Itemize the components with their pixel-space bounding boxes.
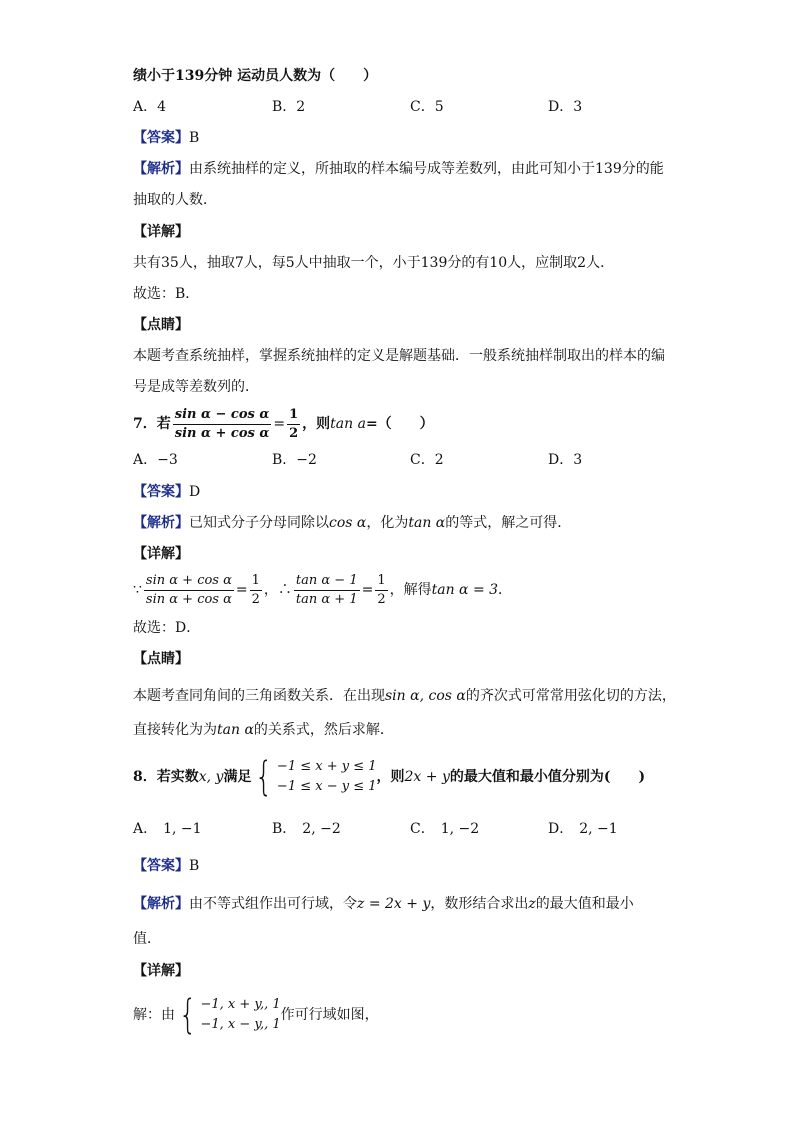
q6-answer-line: [133, 128, 199, 148]
q7-point-text-c: 直接转化为为: [133, 722, 217, 738]
q6-analysis-line-1: [133, 159, 664, 179]
answer-tag: 【答案】: [133, 484, 189, 500]
q7-detail-half-2-denominator: 2: [377, 591, 386, 607]
q8-solve-text-b: 作可行域如图，: [280, 1007, 379, 1023]
q7-analysis-tan: tan α: [408, 515, 446, 531]
analysis-tag: 【解析】: [133, 161, 189, 177]
analysis-tag: 【解析】: [133, 515, 189, 531]
q6-analysis-text-1: 由系统抽样的定义，所抽取的样本编号成等差数列，由此可知小于139分的能: [189, 161, 664, 177]
q7-analysis-text-b: ，化为: [366, 515, 409, 531]
q7-detail-half-1-numerator: 1: [250, 573, 262, 591]
left-brace-icon: {: [178, 992, 197, 1038]
q8-option-c-label: C．: [410, 821, 435, 837]
q7-detail-fraction-1: [144, 573, 234, 608]
question-8-stem: [133, 754, 645, 800]
q6-detail-tag: 【详解】: [133, 224, 189, 240]
q7-option-c: C．2: [410, 452, 444, 468]
q7-point-tag: 【点睛】: [133, 651, 189, 667]
q7-detail-fraction-2-denominator: tan α + 1: [295, 591, 358, 607]
q8-option-a-value: 1, −1: [163, 821, 202, 837]
q8-expression: 2x + y: [404, 769, 450, 785]
q7-period: ．: [498, 582, 513, 598]
q6-answer: B: [189, 130, 200, 146]
analysis-tag: 【解析】: [133, 896, 189, 912]
q7-fraction: [173, 407, 272, 442]
q7-analysis-text-a: 已知式分子分母同除以: [189, 515, 329, 531]
q6-point-line-1: 本题考查系统抽样，掌握系统抽样的定义是解题基础．一般系统抽样制取出的样本的编: [133, 348, 665, 364]
q7-point-text-a: 本题考查同角间的三角函数关系．在出现: [133, 688, 385, 704]
q8-detail-tag: 【详解】: [133, 963, 189, 979]
q7-point-line-1: [133, 686, 676, 706]
answer-tag: 【答案】: [133, 130, 189, 146]
q8-vars: x, y: [198, 769, 224, 785]
q8-option-d-label: D．: [548, 821, 574, 837]
q8-analysis-text-a: 由不等式组作出可行域，令: [189, 896, 357, 912]
q7-detail-tag: 【详解】: [133, 546, 189, 562]
q7-analysis-line: [133, 513, 571, 533]
q7-detail-half-1: [250, 573, 262, 608]
q8-option-b-value: 2, −2: [302, 821, 341, 837]
q8-answer-line: [133, 856, 199, 876]
q7-choose: 故选：D．: [133, 620, 201, 636]
q7-option-d: D．3: [548, 452, 583, 468]
q7-point-text-d: 的关系式，然后求解．: [253, 722, 394, 738]
q7-point-text-b: 的齐次式可常常用弦化切的方法，: [465, 688, 676, 704]
q8-number: 8．若实数: [133, 769, 199, 785]
q8-option-c: [410, 819, 479, 839]
q8-then: ，则: [376, 769, 405, 785]
q6-point-line-2: 号是成等差数列的．: [133, 379, 259, 395]
therefore-symbol: ，∴: [263, 582, 292, 598]
q8-option-a: [133, 819, 202, 839]
q8-inequality-2: −1 ≤ x − y ≤ 1: [276, 779, 377, 794]
q8-option-c-value: 1, −2: [440, 821, 480, 837]
question-6-continuation: 绩小于139分钟 运动员人数为（ ）: [133, 68, 378, 84]
q8-solution-line: [133, 992, 379, 1038]
q6-point-tag: 【点睛】: [133, 317, 189, 333]
q7-detail-fraction-1-numerator: sin α + cos α: [144, 573, 234, 591]
q7-option-b: B．−2: [272, 452, 317, 468]
q7-point-tan: tan α: [217, 722, 254, 738]
q7-detail-half-1-denominator: 2: [251, 591, 260, 607]
q7-fraction-denominator: sin α + cos α: [174, 425, 270, 441]
q8-solve-text-a: 解：由: [133, 1007, 175, 1023]
q7-analysis-cos: cos α: [329, 515, 367, 531]
q8-analysis-line-1: [133, 894, 634, 914]
answer-tag: 【答案】: [133, 858, 189, 874]
q7-detail-half-2-numerator: 1: [375, 573, 387, 591]
q8-solution-system: [175, 992, 281, 1038]
q8-analysis-text-b: ，数形结合求出: [430, 896, 529, 912]
q8-analysis-text-c: 的最大值和最小: [535, 896, 634, 912]
q7-analysis-text-c: 的等式，解之可得．: [445, 515, 572, 531]
q7-half-numerator: 1: [287, 407, 300, 425]
q7-then: ，则: [302, 416, 331, 432]
q7-tan-a: tan a: [330, 416, 366, 432]
q7-half-denominator: 2: [289, 425, 299, 441]
q7-detail-fraction-1-denominator: sin α + cos α: [145, 591, 232, 607]
q7-answer-line: [133, 482, 200, 502]
q8-option-d: [548, 819, 618, 839]
q8-satisfy: 满足: [223, 769, 252, 785]
q8-tail: 的最大值和最小值分别为( ): [449, 769, 646, 785]
q6-option-b: B．2: [272, 99, 306, 115]
q8-analysis-z2: z: [528, 896, 536, 912]
q8-analysis-line-2: 值．: [133, 931, 161, 947]
q8-inequality-system: [251, 754, 377, 800]
q7-fraction-numerator: sin α − cos α: [173, 407, 272, 425]
q8-analysis-z: z = 2x + y: [357, 896, 431, 912]
q7-half: [287, 407, 300, 442]
q8-option-b-label: B．: [272, 821, 297, 837]
q7-answer: D: [189, 484, 201, 500]
q7-point-line-2: [133, 720, 394, 740]
q8-solution-inequality-1: −1, x + y,, 1: [200, 997, 281, 1012]
question-7-stem: 7．若 $\frac{\text{sin α − cos α}}{\text{sin α + cos α}}$ = $\frac{1}{2}$ ，则tan a=（ ）: [133, 406, 434, 441]
q6-option-c: C．5: [410, 99, 444, 115]
q8-inequality-1: −1 ≤ x + y ≤ 1: [276, 759, 377, 774]
q7-detail-equation: ∵ $\frac{\text{sin α + cos α}}{\text{sin α + cos α}}$ = $\frac{1}{2}$ ，∴ $\frac{\text{tan α − 1}}{\text{tan α + 1}}$ = $\frac{1}{2}$ ，解得tan α = 3．: [133, 572, 513, 607]
q7-detail-fraction-2-numerator: tan α − 1: [294, 573, 360, 591]
left-brace-icon: {: [255, 754, 274, 800]
q8-answer: B: [189, 858, 200, 874]
q7-detail-fraction-2: [294, 573, 360, 608]
q6-analysis-line-2: 抽取的人数．: [133, 192, 217, 208]
q7-solve-text: ，解得: [389, 582, 432, 598]
q6-option-a: A．4: [133, 99, 167, 115]
q7-result: tan α = 3: [431, 582, 499, 598]
q8-solution-inequality-2: −1, x − y,, 1: [200, 1017, 281, 1032]
q7-point-sincos: sin α, cos α: [385, 688, 466, 704]
because-symbol: ∵: [133, 582, 142, 598]
q6-detail-text: 共有35人，抽取7人，每5人中抽取一个，小于139分的有10人，应制取2人．: [133, 255, 615, 271]
q6-choose: 故选：B．: [133, 286, 200, 302]
q8-option-d-value: 2, −1: [579, 821, 618, 837]
q7-detail-half-2: [375, 573, 387, 608]
q8-option-a-label: A．: [133, 821, 158, 837]
q7-tail: =（ ）: [365, 416, 434, 432]
q8-option-b: [272, 819, 341, 839]
q6-option-d: D．3: [548, 99, 583, 115]
q7-option-a: A．−3: [133, 452, 178, 468]
q7-number: 7．若: [133, 416, 171, 432]
